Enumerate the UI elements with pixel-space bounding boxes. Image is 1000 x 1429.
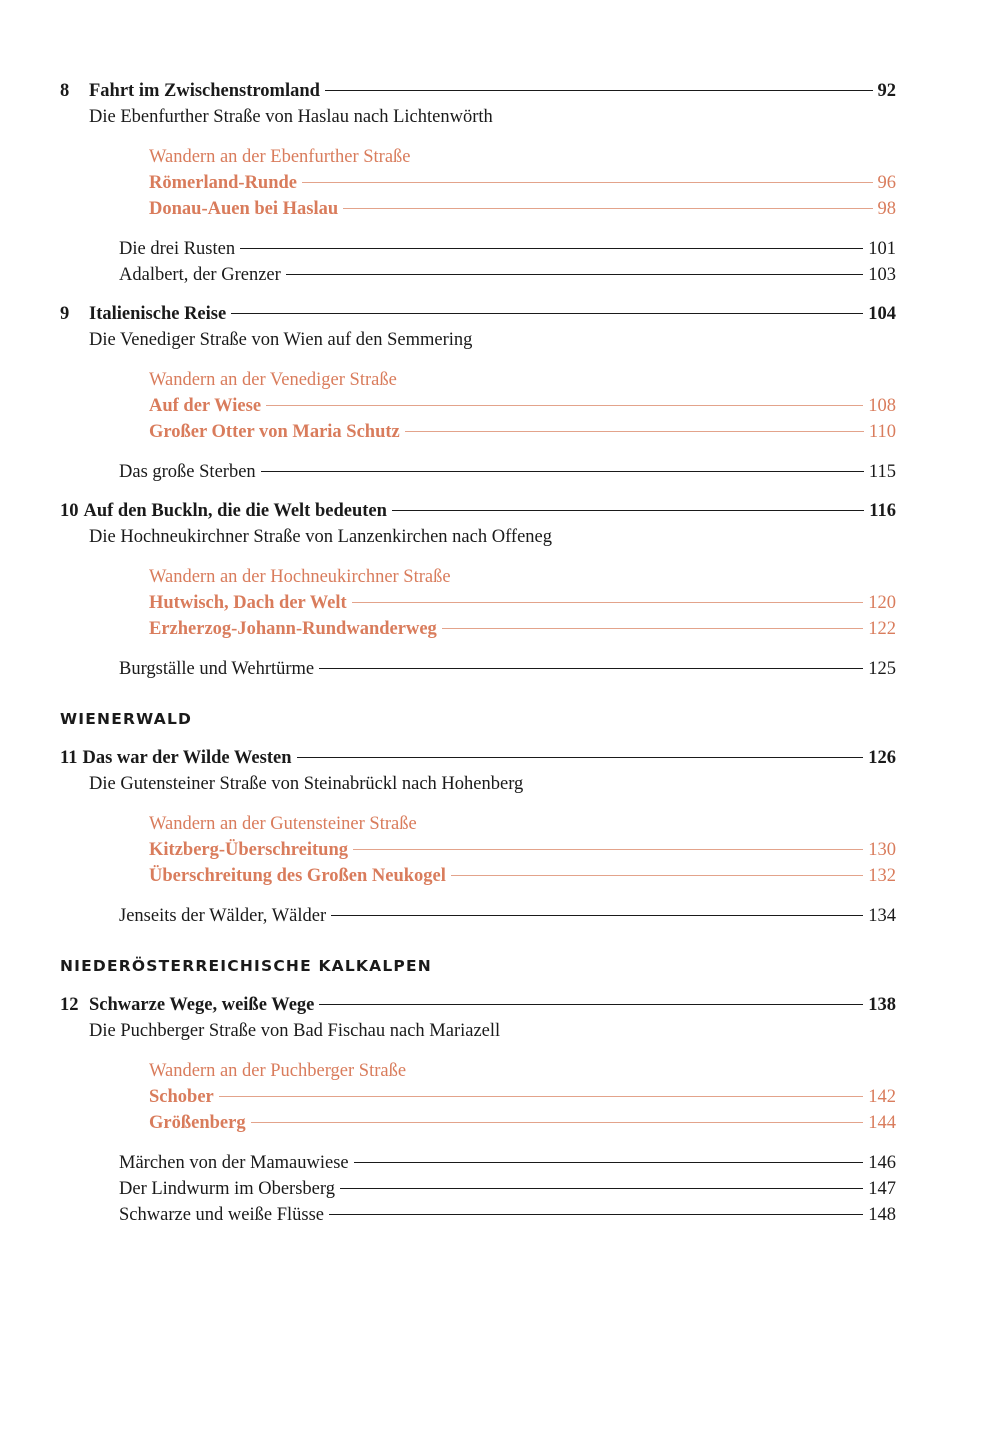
chapter-number: 8 [60, 81, 70, 101]
dot-leader [219, 1096, 864, 1097]
walk-title: Großer Otter von Maria Schutz [149, 422, 400, 442]
essay-title: Jenseits der Wälder, Wälder [119, 906, 327, 926]
walk-heading: Wandern an der Ebenfurther Straße [149, 147, 411, 167]
dot-leader [340, 1188, 863, 1189]
chapter-subtitle: Die Hochneukirchner Straße von Lanzenkirchen nach Offeneg [89, 527, 552, 547]
essay-title: Adalbert, der Grenzer [119, 265, 281, 285]
dot-leader [286, 274, 863, 275]
chapter-subtitle: Die Puchberger Straße von Bad Fischau nach Mariazell [89, 1021, 501, 1041]
walk-title: Auf der Wiese [149, 396, 262, 416]
walk-heading: Wandern an der Venediger Straße [149, 370, 397, 390]
page-number: 120 [868, 593, 896, 613]
walk-title: Überschreitung des Großen Neukogel [149, 866, 446, 886]
page-number: 92 [877, 81, 896, 101]
chapter-subtitle: Die Ebenfurther Straße von Haslau nach Lichtenwörth [89, 107, 493, 127]
page-number: 146 [868, 1153, 896, 1173]
essay-title: Das große Sterben [119, 462, 256, 482]
dot-leader [442, 628, 863, 629]
page-number: 96 [877, 173, 896, 193]
essay-title: Schwarze und weiße Flüsse [119, 1205, 324, 1225]
walk-entry[interactable] [60, 393, 896, 419]
chapter-8 [60, 78, 896, 288]
dot-leader [297, 757, 864, 758]
dot-leader [353, 849, 863, 850]
dot-leader [405, 431, 864, 432]
walk-heading: Wandern an der Gutensteiner Straße [149, 814, 417, 834]
chapter-heading[interactable] [60, 498, 896, 524]
essay-title: Der Lindwurm im Obersberg [119, 1179, 335, 1199]
dot-leader [325, 90, 873, 91]
chapter-9 [60, 301, 896, 485]
dot-leader [319, 668, 863, 669]
section-heading: NIEDERÖSTERREICHISCHE KALKALPEN [60, 957, 432, 975]
dot-leader [392, 510, 864, 511]
page-number: 132 [868, 866, 896, 886]
page-number: 125 [868, 659, 896, 679]
section-heading: WIENERWALD [60, 710, 193, 728]
walk-entry[interactable] [60, 616, 896, 642]
walk-title: Donau-Auen bei Haslau [149, 199, 339, 219]
table-of-contents [60, 78, 896, 1228]
page-number: 148 [868, 1205, 896, 1225]
essay-entry[interactable] [60, 1176, 896, 1202]
page-number: 104 [868, 304, 896, 324]
chapter-heading[interactable] [60, 745, 896, 771]
walk-title: Hutwisch, Dach der Welt [149, 593, 347, 613]
essay-entry[interactable] [60, 236, 896, 262]
chapter-12 [60, 992, 896, 1228]
walk-entry[interactable] [60, 170, 896, 196]
walk-entry[interactable] [60, 1084, 896, 1110]
page-number: 144 [868, 1113, 896, 1133]
walk-entry[interactable] [60, 419, 896, 445]
essay-entry[interactable] [60, 903, 896, 929]
chapter-title: Auf den Buckln, die die Welt bedeuten [83, 501, 387, 521]
essay-entry[interactable] [60, 459, 896, 485]
dot-leader [251, 1122, 864, 1123]
chapter-number: 12 [60, 995, 79, 1015]
dot-leader [302, 182, 872, 183]
page-number: 126 [868, 748, 896, 768]
walk-title: Schober [149, 1087, 214, 1107]
walk-entry[interactable] [60, 1110, 896, 1136]
dot-leader [261, 471, 864, 472]
dot-leader [319, 1004, 863, 1005]
dot-leader [451, 875, 863, 876]
essay-title: Burgställe und Wehrtürme [119, 659, 315, 679]
chapter-heading[interactable] [60, 992, 896, 1018]
dot-leader [266, 405, 863, 406]
essay-title: Märchen von der Mamauwiese [119, 1153, 349, 1173]
dot-leader [343, 208, 872, 209]
chapter-11 [60, 745, 896, 929]
chapter-subtitle: Die Gutensteiner Straße von Steinabrückl nach Hohenberg [89, 774, 524, 794]
walk-title: Erzherzog-Johann-Rundwanderweg [149, 619, 437, 639]
page-number: 110 [868, 422, 896, 442]
walk-entry[interactable] [60, 196, 896, 222]
page-number: 134 [868, 906, 896, 926]
page-number: 116 [869, 501, 896, 521]
walk-entry[interactable] [60, 863, 896, 889]
essay-entry[interactable] [60, 1150, 896, 1176]
page-number: 115 [868, 462, 896, 482]
dot-leader [329, 1214, 863, 1215]
walk-heading: Wandern an der Puchberger Straße [149, 1061, 407, 1081]
chapter-subtitle: Die Venediger Straße von Wien auf den Semmering [89, 330, 473, 350]
essay-entry[interactable] [60, 656, 896, 682]
dot-leader [354, 1162, 864, 1163]
chapter-number: 11 [60, 748, 78, 768]
chapter-heading[interactable] [60, 78, 896, 104]
dot-leader [352, 602, 864, 603]
page-number: 138 [868, 995, 896, 1015]
page-number: 108 [868, 396, 896, 416]
walk-title: Römerland-Runde [149, 173, 298, 193]
dot-leader [240, 248, 863, 249]
walk-heading: Wandern an der Hochneukirchner Straße [149, 567, 451, 587]
chapter-number: 9 [60, 304, 70, 324]
chapter-title: Italienische Reise [89, 304, 227, 324]
page-number: 130 [868, 840, 896, 860]
dot-leader [231, 313, 863, 314]
essay-entry[interactable] [60, 1202, 896, 1228]
walk-entry[interactable] [60, 837, 896, 863]
page-number: 101 [868, 239, 896, 259]
essay-title: Die drei Rusten [119, 239, 236, 259]
chapter-title: Das war der Wilde Westen [82, 748, 292, 768]
chapter-number: 10 [60, 501, 79, 521]
essay-entry[interactable] [60, 262, 896, 288]
page-number: 103 [868, 265, 896, 285]
walk-title: Größenberg [149, 1113, 246, 1133]
dot-leader [331, 915, 863, 916]
chapter-title: Fahrt im Zwischenstromland [89, 81, 320, 101]
page-number: 98 [877, 199, 896, 219]
chapter-heading[interactable] [60, 301, 896, 327]
chapter-10 [60, 498, 896, 682]
walk-entry[interactable] [60, 590, 896, 616]
page-number: 142 [868, 1087, 896, 1107]
walk-title: Kitzberg-Überschreitung [149, 840, 349, 860]
page-number: 147 [868, 1179, 896, 1199]
chapter-title: Schwarze Wege, weiße Wege [89, 995, 315, 1015]
page-number: 122 [868, 619, 896, 639]
